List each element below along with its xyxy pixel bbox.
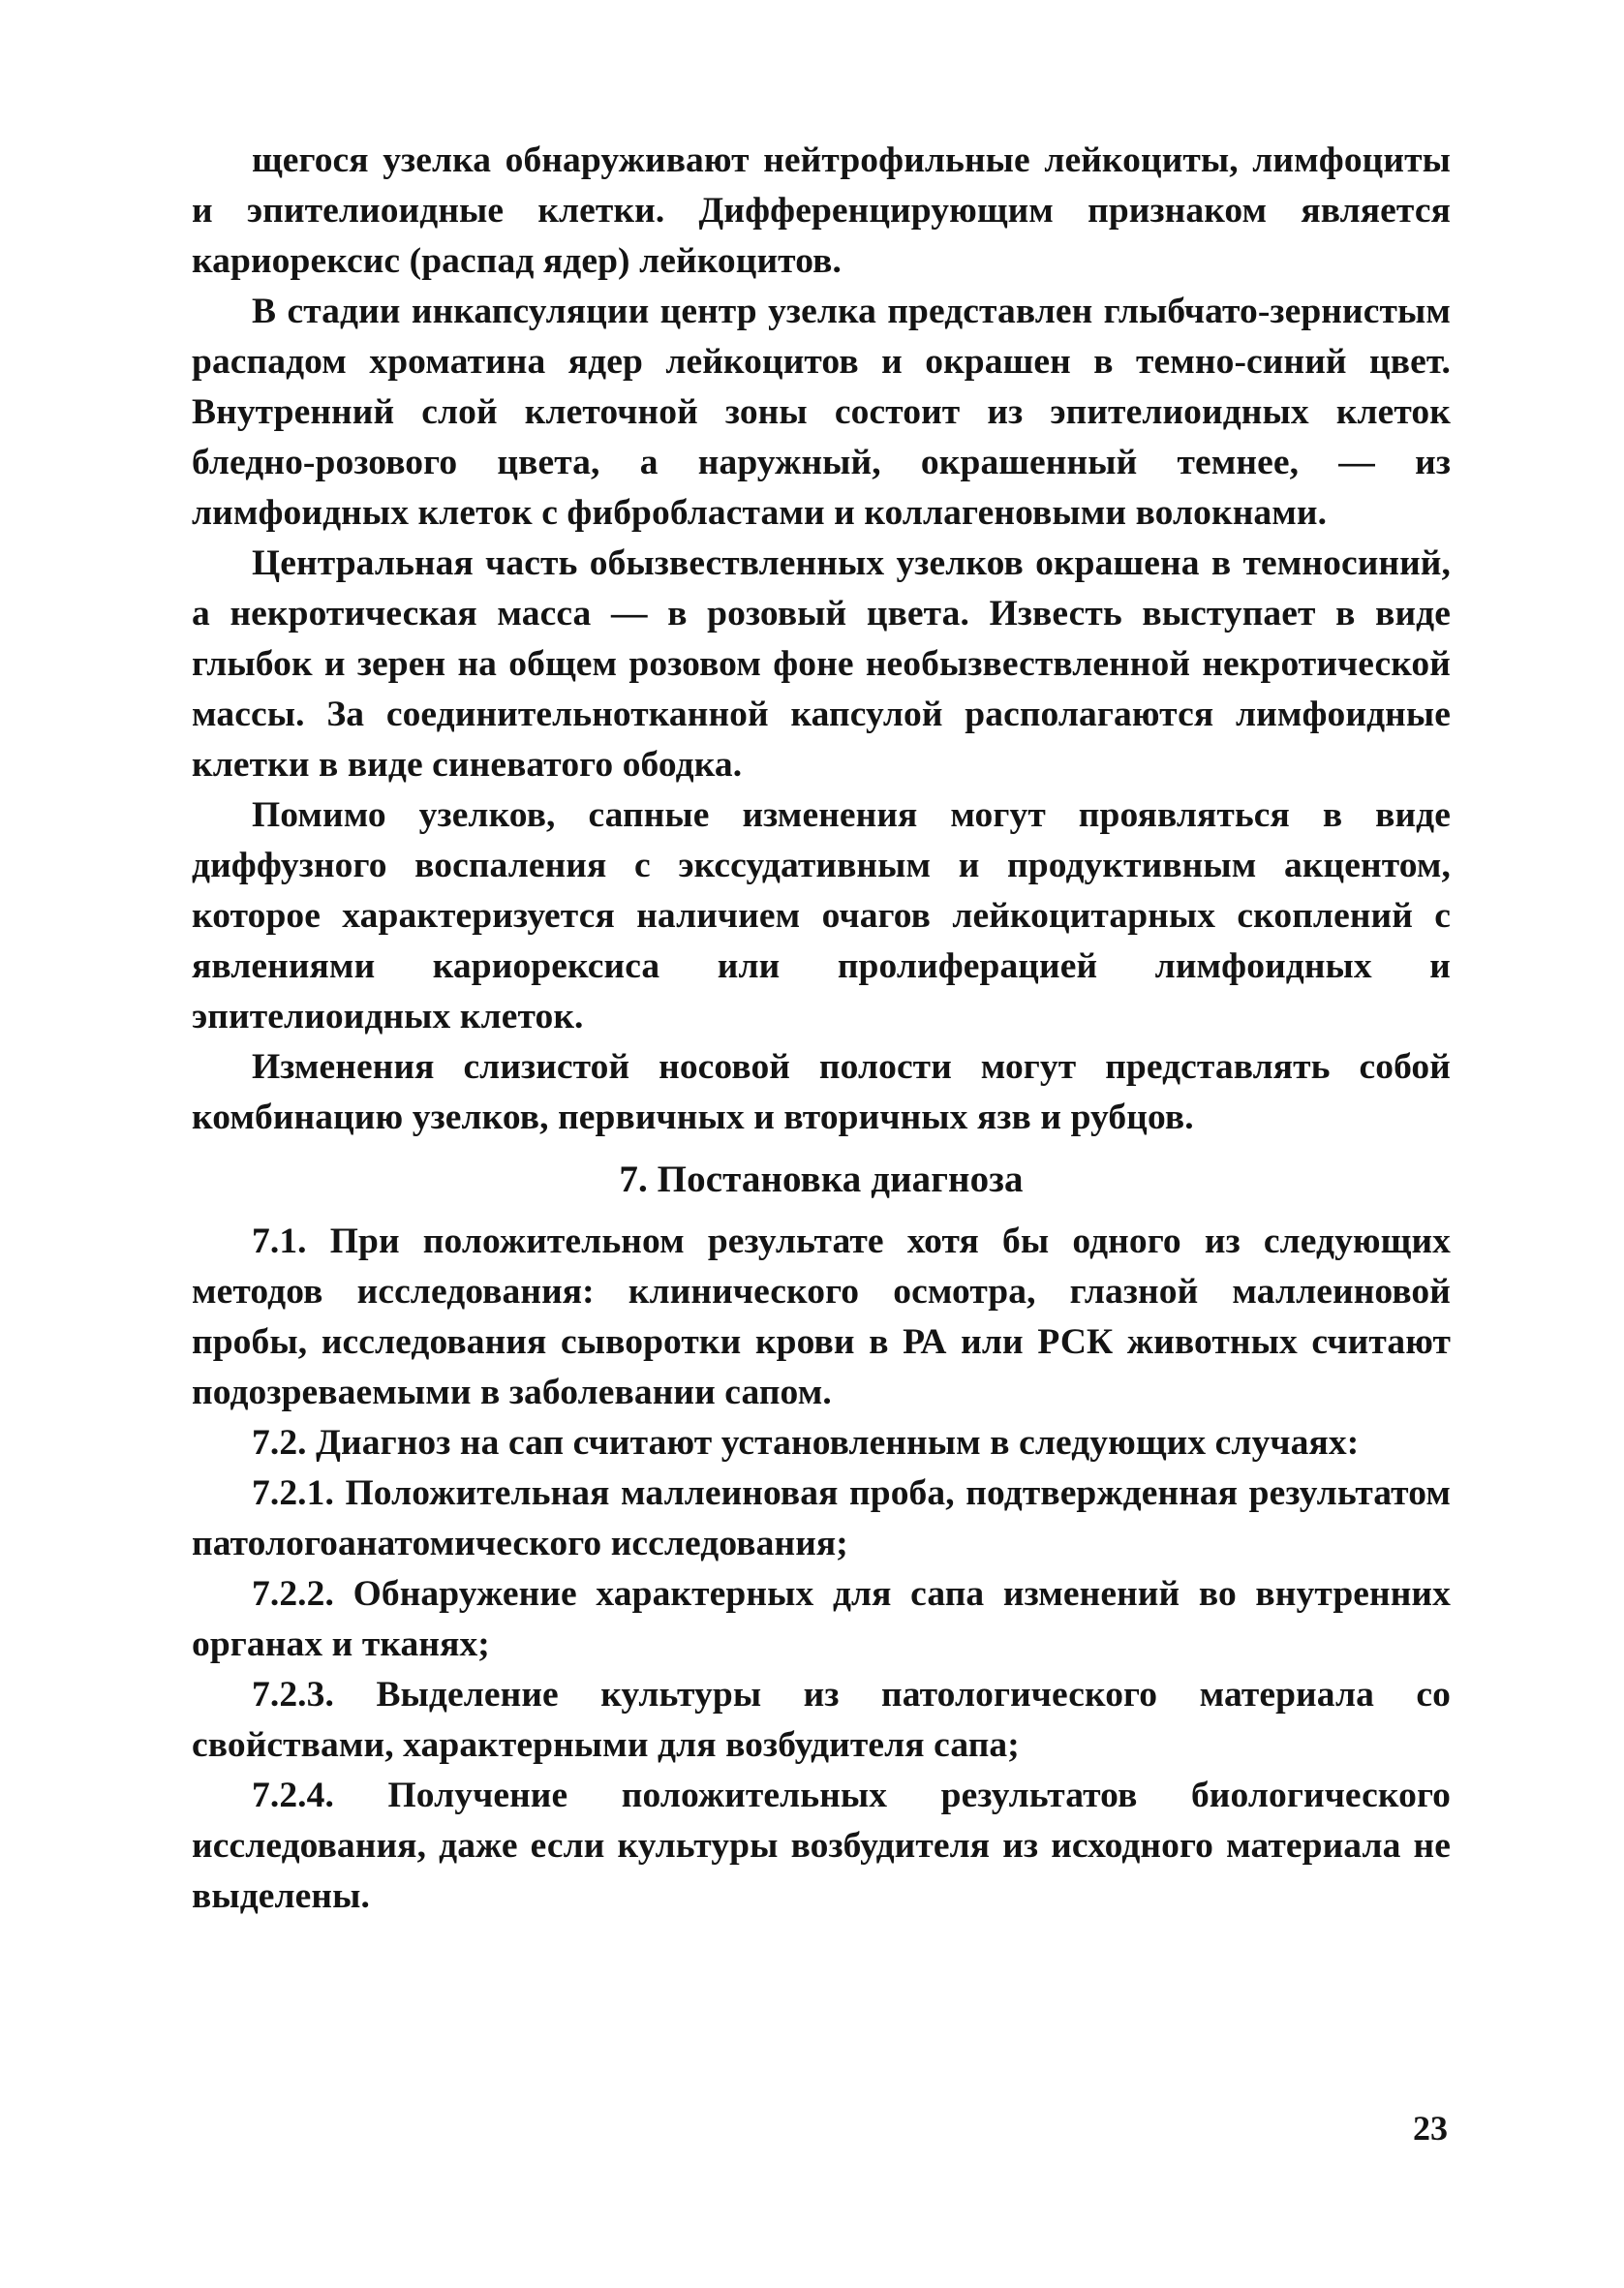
paragraph-7-2: 7.2. Диагноз на сап считают установленным в следующих случаях: xyxy=(252,1423,1360,1463)
section-heading: 7. Постановка диагноза xyxy=(619,1159,1024,1200)
paragraph-diffuse-inflammation: Помимо узелков, сапные изменения могут проявляться в виде диффузного воспаления с экссудативным и продуктивным акцентом, которое характеризуется наличием очагов лейкоцитарных скоплений с явлениями кариорексиса или пролиферацией лимфоидных и эпителиоидных клеток. xyxy=(192,795,1451,1036)
paragraph-nasal-mucosa: Изменения слизистой носовой полости могут представлять собой комбинацию узелков, первичных и вторичных язв и рубцов. xyxy=(192,1047,1451,1137)
paragraph-7-2-1: 7.2.1. Положительная маллеиновая проба, подтвержденная результатом патологоанатомического исследования; xyxy=(192,1473,1451,1563)
paragraph-encapsulation-stage: В стадии инкапсуляции центр узелка представлен глыбчато-зернистым распадом хроматина ядер лейкоцитов и окрашен в темно-синий цвет. Внутренний слой клеточной зоны состоит из эпителиоидных клеток бледно-розового цвета, а наружный, окрашенный темнее, — из лимфоидных клеток с фибробластами и коллагеновыми волокнами. xyxy=(192,292,1451,533)
page-number: 23 xyxy=(1413,2109,1448,2148)
paragraph-7-2-3: 7.2.3. Выделение культуры из патологического материала со свойствами, характерными для возбудителя сапа; xyxy=(192,1675,1451,1765)
page-body xyxy=(192,136,1451,1922)
paragraph-7-2-2: 7.2.2. Обнаружение характерных для сапа изменений во внутренних органах и тканях; xyxy=(192,1574,1451,1664)
paragraph-calcified-nodules: Центральная часть обызвествленных узелков окрашена в темносиний, а некротическая масса — в розовый цвета. Известь выступает в виде глыбок и зерен на общем розовом фоне необызвествленной некротической массы. За соединительнотканной капсулой располагаются лимфоидные клетки в виде синеватого ободка. xyxy=(192,543,1451,785)
paragraph-7-1: 7.1. При положительном результате хотя бы одного из следующих методов исследования: клинического осмотра, глазной маллеиновой пробы, исследования сыворотки крови в РА или РСК животных считают подозреваемыми в заболевании сапом. xyxy=(192,1221,1451,1412)
paragraph-7-2-4: 7.2.4. Получение положительных результатов биологического исследования, даже если культуры возбудителя из исходного материала не выделены. xyxy=(192,1776,1451,1916)
paragraph-nodule-cells: щегося узелка обнаруживают нейтрофильные лейкоциты, лимфоциты и эпителиоидные клетки. Дифференцирующим признаком является кариорексис (распад ядер) лейкоцитов. xyxy=(192,140,1451,281)
